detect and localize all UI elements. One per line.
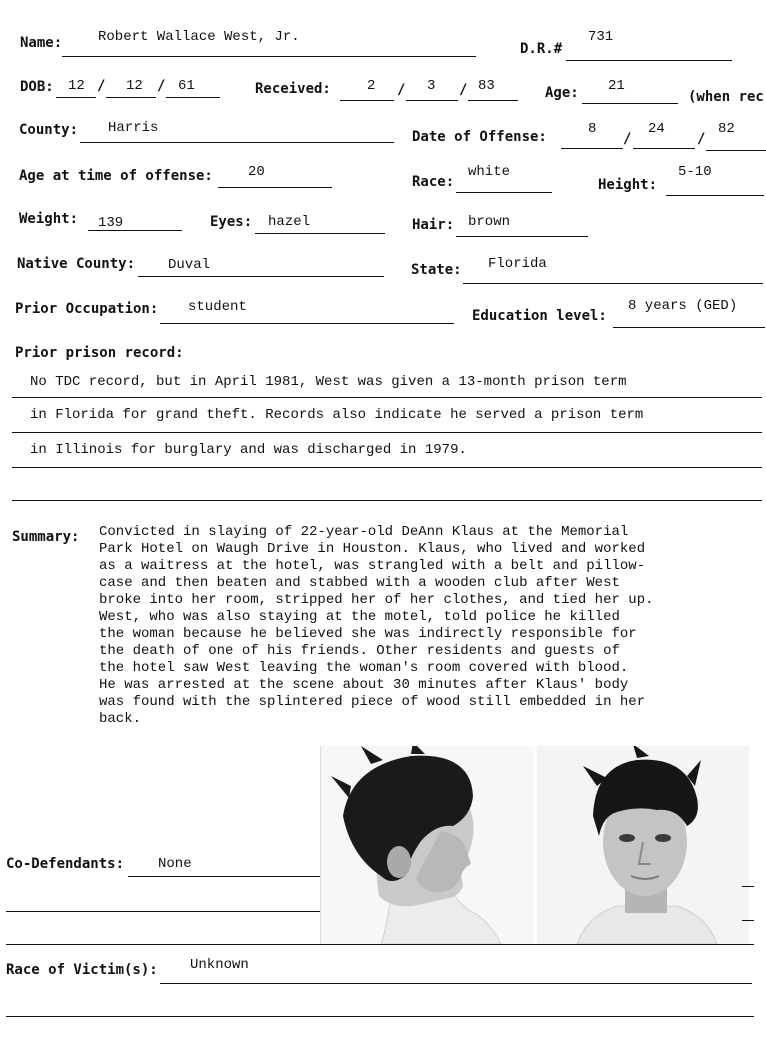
prior-record-line	[12, 500, 762, 501]
age-label: Age:	[545, 85, 579, 101]
prior-record-label: Prior prison record:	[15, 345, 184, 361]
received-slash: /	[459, 82, 468, 98]
education-label: Education level:	[472, 308, 607, 324]
dob-month: 12	[68, 78, 85, 94]
race-line	[456, 192, 552, 193]
summary-line: case and then beaten and stabbed with a wooden club after West	[99, 575, 620, 591]
age-at-offense-line	[218, 187, 332, 188]
summary-line: broke into her room, stripped her of her clothes, and tied her up.	[99, 592, 654, 608]
dob-day: 12	[126, 78, 143, 94]
dob-slash: /	[97, 78, 106, 94]
summary-line: Park Hotel on Waugh Drive in Houston. Klaus, who lived and worked	[99, 541, 646, 557]
education-value: 8 years (GED)	[628, 298, 738, 314]
received-line-year	[468, 100, 518, 101]
offense-line-month	[561, 148, 623, 149]
received-day: 3	[427, 78, 436, 94]
race-of-victims-label: Race of Victim(s):	[6, 962, 158, 978]
codefendants-line-tail	[742, 920, 754, 921]
dob-slash: /	[157, 78, 166, 94]
prior-record-line	[12, 397, 762, 398]
county-value: Harris	[108, 120, 159, 136]
summary-text	[99, 524, 763, 728]
race-of-victims-line	[6, 1016, 754, 1017]
eyes-value: hazel	[268, 214, 311, 230]
age-at-offense-label: Age at time of offense:	[19, 168, 213, 184]
prior-occupation-value: student	[188, 299, 247, 315]
received-month: 2	[367, 78, 376, 94]
eyes-label: Eyes:	[210, 214, 253, 230]
native-county-value: Duval	[168, 257, 211, 273]
hair-value: brown	[468, 214, 511, 230]
codefendants-value: None	[158, 856, 192, 872]
received-line-month	[340, 100, 394, 101]
name-line	[62, 56, 476, 57]
state-line	[463, 283, 763, 284]
hair-label: Hair:	[412, 217, 455, 233]
summary-line: was found with the splintered piece of wood still embedded in her	[99, 694, 646, 710]
age-line	[582, 103, 678, 104]
county-line	[80, 142, 394, 143]
dob-label: DOB:	[20, 79, 54, 95]
offense-day: 24	[648, 121, 665, 137]
dr-label: D.R.#	[520, 41, 563, 57]
dr-value: 731	[588, 29, 614, 45]
state-value: Florida	[488, 256, 547, 272]
offense-line-day	[633, 148, 695, 149]
prior-record-text: in Florida for grand theft. Records also indicate he served a prison term	[30, 407, 644, 423]
codefendants-line	[128, 876, 320, 877]
height-label: Height:	[598, 177, 658, 193]
summary-line: the woman because he believed she was indirectly responsible for	[99, 626, 637, 642]
offense-slash: /	[623, 131, 632, 147]
weight-label: Weight:	[19, 211, 79, 227]
weight-value: 139	[98, 215, 124, 231]
codefendants-label: Co-Defendants:	[6, 856, 125, 872]
summary-line: Convicted in slaying of 22-year-old DeAnn Klaus at the Memorial	[99, 524, 629, 540]
prior-occupation-label: Prior Occupation:	[15, 301, 159, 317]
received-slash: /	[397, 82, 406, 98]
summary-line: the death of one of his friends. Other residents and guests of	[99, 643, 620, 659]
summary-label: Summary:	[12, 529, 80, 545]
summary-line: back.	[99, 711, 142, 727]
native-county-label: Native County:	[17, 256, 136, 272]
age-value: 21	[608, 78, 625, 94]
prior-occupation-line	[160, 323, 454, 324]
dr-line	[566, 60, 732, 61]
summary-line: the hotel saw West leaving the woman's room covered with blood.	[99, 660, 629, 676]
summary-line: as a waitress at the hotel, was strangled with a belt and pillow-	[99, 558, 646, 574]
name-label: Name:	[20, 35, 63, 51]
height-line	[666, 195, 764, 196]
codefendants-line	[6, 911, 320, 912]
mugshot-photos	[320, 746, 749, 944]
received-line-day	[406, 100, 458, 101]
mugshot-profile	[321, 746, 533, 944]
state-label: State:	[411, 262, 462, 278]
hair-line	[456, 236, 588, 237]
eyes-line	[255, 233, 385, 234]
name-value: Robert Wallace West, Jr.	[98, 29, 300, 45]
dob-line-year	[166, 97, 220, 98]
prior-record-line	[12, 432, 762, 433]
offense-month: 8	[588, 121, 597, 137]
race-of-victims-line	[160, 983, 752, 984]
dob-line-month	[56, 97, 96, 98]
offense-line-year	[706, 150, 766, 151]
received-label: Received:	[255, 81, 331, 97]
age-at-offense-value: 20	[248, 164, 265, 180]
dob-year: 61	[178, 78, 195, 94]
prior-record-text: No TDC record, but in April 1981, West was given a 13-month prison term	[30, 374, 627, 390]
codefendants-line-tail	[742, 886, 754, 887]
native-county-line	[138, 276, 384, 277]
prior-record-line	[12, 467, 762, 468]
education-line	[613, 327, 765, 328]
offense-slash: /	[697, 131, 706, 147]
height-value: 5-10	[678, 164, 712, 180]
race-value: white	[468, 164, 511, 180]
prior-record-text: in Illinois for burglary and was discharged in 1979.	[30, 442, 467, 458]
summary-line: He was arrested at the scene about 30 minutes after Klaus' body	[99, 677, 629, 693]
dob-line-day	[106, 97, 156, 98]
summary-line: West, who was also staying at the motel, told police he killed	[99, 609, 620, 625]
age-note: (when rec	[688, 89, 764, 105]
mugshot-front	[537, 746, 749, 944]
county-label: County:	[19, 122, 79, 138]
received-year: 83	[478, 78, 495, 94]
date-of-offense-label: Date of Offense:	[412, 129, 547, 145]
codefendants-line	[6, 944, 754, 945]
offense-year: 82	[718, 121, 735, 137]
race-label: Race:	[412, 174, 455, 190]
race-of-victims-value: Unknown	[190, 957, 249, 973]
